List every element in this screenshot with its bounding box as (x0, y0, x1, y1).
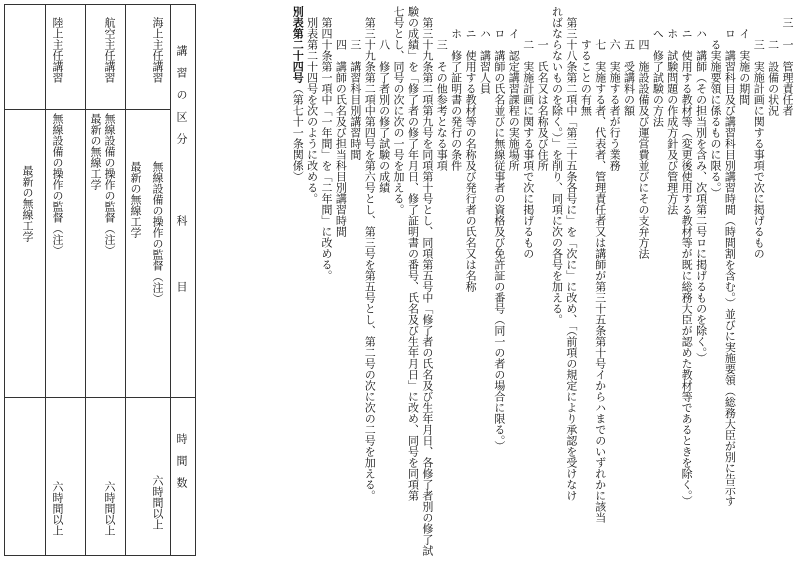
text-line: ニ 使用する教材等（変更後使用する教材等が既に総務大臣が認めた教材等であるときを除く。） (680, 28, 694, 507)
table-divider (85, 5, 86, 555)
text-line: ハ 講師（その担当別を含み、次項第二号ロに掲げるものを除く。） (694, 28, 708, 364)
text-line: ればならないものを除く。）」を削り、同項に次の各号を加える。 (550, 6, 564, 325)
text-line: イ 実施の期間 (737, 28, 751, 105)
text-line: 二 設備の状況 (766, 17, 780, 116)
row-subject: 無線設備の操作の監督（注） (51, 113, 64, 256)
row-category: 陸上主任講習 (51, 17, 64, 83)
row-hours: 六時間以上 (51, 481, 64, 536)
annex-ref: （第七十一条関係） (291, 83, 305, 182)
annex-title-line (290, 6, 304, 558)
row-category: 航空主任講習 (103, 17, 116, 83)
text-line: 第四十条第一項中「一年間」を「二年間」に改める。 (320, 6, 333, 281)
body-text (198, 6, 794, 558)
row-hours: 六時間以上 (151, 475, 164, 530)
text-line: 第三十九条第二項第九号を同項第十号とし、同項第五号中「修了者の氏名及び生年月日、各修了者別の修了試 (420, 6, 434, 556)
annex-title: 別表第二十四号 (291, 6, 305, 83)
annex-table (4, 4, 196, 556)
row-hours: 六時間以上 (103, 481, 116, 536)
text-line: 二 実施計画に関する事項で次に掲げるもの (521, 17, 535, 259)
table-divider (5, 397, 195, 398)
table-divider (5, 109, 170, 110)
text-line: 第三十八条第二項中「第三十五条各号に」を「次に」に改め、「（前項の規定により承認を受けなけ (564, 6, 578, 501)
row-subject: 無線設備の操作の監督（注） (151, 161, 164, 304)
header-hours: 時 間 数 (175, 433, 188, 488)
text-line: 第三十九条第二項中第四号を第六号とし、第三号を第五号とし、第二号の次に次の二号を加える。 (363, 6, 377, 501)
text-line: 一 氏名又は名称及び住所 (536, 17, 550, 171)
text-line: 別表第二十四号を次のように改める。 (305, 6, 319, 204)
row-category: 海上主任講習 (151, 17, 164, 83)
header-subject: 科 目 (175, 215, 188, 292)
text-line: ロ 講習科目及び講習科目別講習時間（時間割を含む。）並びに実施要領（総務大臣が別に告示す (723, 28, 737, 507)
text-line: ロ 講師の氏名並びに無線従事者の資格及び免許証の番号（同一の者の場合に限る。） (492, 28, 506, 452)
text-line: 八 修了者別の修了試験の成績 (377, 17, 391, 193)
text-line: 三 その他参考となる事項 (435, 17, 449, 171)
text-line: 験の成績」を「修了者の修了年月日、修了証明書の番号、氏名及び生年月日」に改め、同号を同項第 (406, 6, 420, 501)
table-divider (170, 5, 171, 555)
row-subject: 最新の無線工学 (21, 165, 34, 242)
text-line: ホ 試験問題の作成方針及び管理方法 (665, 28, 679, 215)
text-line: へ 修了試験の方法 (651, 28, 665, 127)
text-line: 四 施設設備及び運営費並びにその支弁方法 (636, 17, 650, 259)
text-line: ホ 修了証明書の発行の条件 (449, 28, 463, 171)
text-line: ハ 講習人員 (478, 28, 492, 94)
table-divider (45, 5, 46, 555)
text-line: る実施要領に係るものに限る。） (708, 39, 722, 199)
text-line: 七号とし、同号の次に次の一号を加える。 (392, 6, 406, 215)
row-subject: 最新の無線工学 (129, 161, 142, 238)
text-line: 七 実施する者、代表者、管理責任者又は講師が第三十五条第十号イからハまでのいずれかに該当 (593, 17, 607, 523)
text-line: 三 実施計画に関する事項で次に掲げるもの (752, 17, 766, 259)
text-line: 六 実施する者が行う業務 (608, 17, 622, 171)
table-divider (125, 5, 126, 555)
text-line: 五 受講料の額 (622, 17, 636, 116)
text-line: することの有無 (579, 6, 593, 116)
text-line: 四 講師の氏名及び担当科目別講習時間 (334, 17, 348, 237)
text-line: 三 講習科目別講習時間 (348, 17, 362, 160)
header-category: 講 習 の 区 分 (175, 45, 188, 144)
text-line: 三 一 管理責任者 (781, 17, 794, 116)
text-line: イ 認定講習課程の実施場所 (507, 28, 521, 171)
text-line: ニ 使用する教材等の名称及び発行者の氏名又は名称 (464, 28, 478, 292)
row-subject: 最新の無線工学 (89, 113, 102, 190)
row-subject: 無線設備の操作の監督（注） (103, 113, 116, 256)
